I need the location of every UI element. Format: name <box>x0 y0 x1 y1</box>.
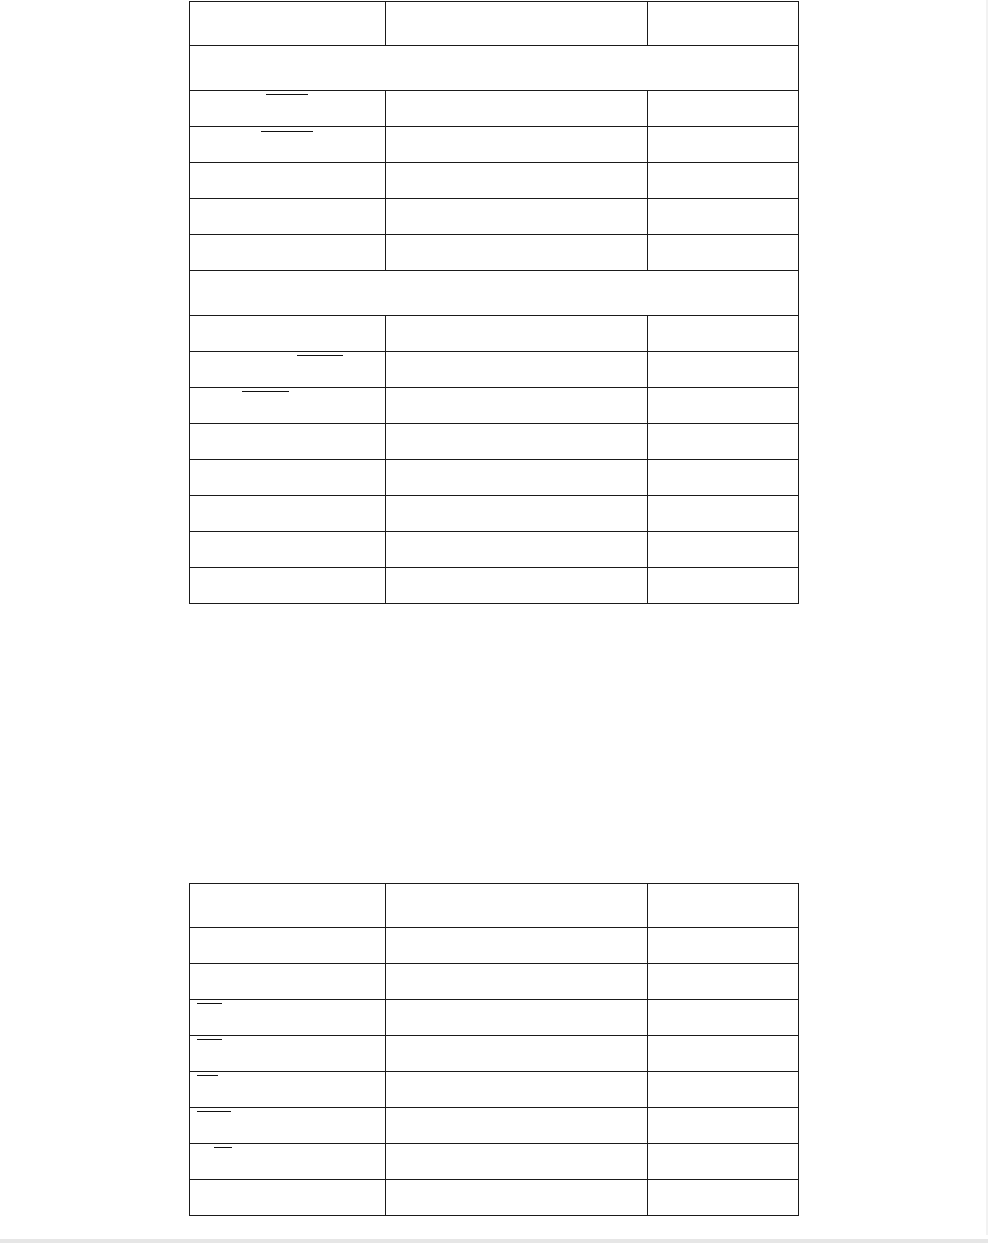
table-row <box>190 1000 799 1036</box>
table-row <box>190 928 799 964</box>
table-cell-0 <box>190 388 386 424</box>
table-cell-1 <box>386 928 648 964</box>
section-label-cell <box>190 46 799 91</box>
table-row <box>190 1144 799 1180</box>
table-cell-2 <box>648 127 799 163</box>
overline-mark <box>261 131 313 132</box>
table-cell-1 <box>386 1108 648 1144</box>
table-cell-2 <box>648 352 799 388</box>
table-cell-1 <box>386 1072 648 1108</box>
table-cell-0 <box>190 1072 386 1108</box>
header-cell-2 <box>648 2 799 46</box>
header-cell-0 <box>190 884 386 928</box>
table-cell-1 <box>386 163 648 199</box>
table-cell-0 <box>190 352 386 388</box>
table-row <box>190 964 799 1000</box>
table-row <box>190 532 799 568</box>
table-cell-0 <box>190 460 386 496</box>
table-cell-0 <box>190 316 386 352</box>
table-cell-0 <box>190 1108 386 1144</box>
overline-mark <box>197 1075 218 1076</box>
overline-mark <box>242 391 289 392</box>
table-cell-1 <box>386 1144 648 1180</box>
table-row <box>190 496 799 532</box>
table-cell-2 <box>648 388 799 424</box>
table-cell-1 <box>386 127 648 163</box>
table-row <box>190 424 799 460</box>
table-cell-2 <box>648 496 799 532</box>
table-cell-0 <box>190 91 386 127</box>
table-row <box>190 235 799 271</box>
table-cell-0 <box>190 127 386 163</box>
table-row <box>190 1180 799 1216</box>
table-cell-1 <box>386 352 648 388</box>
table-cell-0 <box>190 1036 386 1072</box>
table-row <box>190 1072 799 1108</box>
table-cell-2 <box>648 163 799 199</box>
data-table-2 <box>189 883 799 1216</box>
table-2-body <box>190 884 799 1216</box>
table-header-row <box>190 2 799 46</box>
table-cell-1 <box>386 1180 648 1216</box>
table-cell-1 <box>386 424 648 460</box>
table-cell-1 <box>386 568 648 604</box>
table-cell-2 <box>648 1000 799 1036</box>
table-cell-0 <box>190 964 386 1000</box>
table-cell-1 <box>386 1036 648 1072</box>
table-cell-2 <box>648 91 799 127</box>
table-row <box>190 388 799 424</box>
table-cell-0 <box>190 928 386 964</box>
table-cell-2 <box>648 1144 799 1180</box>
table-cell-1 <box>386 1000 648 1036</box>
table-cell-0 <box>190 163 386 199</box>
table-row <box>190 199 799 235</box>
table-cell-2 <box>648 316 799 352</box>
table-row <box>190 1108 799 1144</box>
table-cell-2 <box>648 568 799 604</box>
table-cell-2 <box>648 964 799 1000</box>
header-cell-1 <box>386 884 648 928</box>
table-cell-0 <box>190 1000 386 1036</box>
table-row <box>190 352 799 388</box>
table-cell-2 <box>648 1108 799 1144</box>
table-cell-0 <box>190 1180 386 1216</box>
table-cell-2 <box>648 1036 799 1072</box>
table-cell-1 <box>386 316 648 352</box>
table-cell-2 <box>648 1180 799 1216</box>
table-cell-1 <box>386 91 648 127</box>
table-cell-0 <box>190 496 386 532</box>
table-row <box>190 127 799 163</box>
table-cell-0 <box>190 199 386 235</box>
table-cell-0 <box>190 1144 386 1180</box>
overline-mark <box>214 1147 232 1148</box>
overline-mark <box>297 355 343 356</box>
overline-mark <box>197 1039 222 1040</box>
table-cell-0 <box>190 424 386 460</box>
table-cell-1 <box>386 532 648 568</box>
table-cell-2 <box>648 928 799 964</box>
table-cell-0 <box>190 235 386 271</box>
table-cell-2 <box>648 532 799 568</box>
table-section-row <box>190 271 799 316</box>
table-cell-1 <box>386 235 648 271</box>
table-row <box>190 316 799 352</box>
table-cell-0 <box>190 568 386 604</box>
table-cell-2 <box>648 199 799 235</box>
data-table-1 <box>189 1 799 604</box>
overline-mark <box>197 1111 231 1112</box>
overline-mark <box>197 1003 222 1004</box>
table-cell-1 <box>386 964 648 1000</box>
table-cell-1 <box>386 199 648 235</box>
table-row <box>190 1036 799 1072</box>
header-cell-1 <box>386 2 648 46</box>
table-row <box>190 460 799 496</box>
overline-mark <box>266 94 308 95</box>
header-cell-2 <box>648 884 799 928</box>
section-label-cell <box>190 271 799 316</box>
table-header-row <box>190 884 799 928</box>
table-row <box>190 163 799 199</box>
table-row <box>190 91 799 127</box>
table-section-row <box>190 46 799 91</box>
table-cell-2 <box>648 460 799 496</box>
table-cell-1 <box>386 388 648 424</box>
table-cell-0 <box>190 532 386 568</box>
table-cell-1 <box>386 460 648 496</box>
header-cell-0 <box>190 2 386 46</box>
table-cell-2 <box>648 235 799 271</box>
page-footer-bar <box>0 1239 988 1243</box>
table-cell-2 <box>648 424 799 460</box>
table-cell-1 <box>386 496 648 532</box>
table-cell-2 <box>648 1072 799 1108</box>
table-row <box>190 568 799 604</box>
table-1-body <box>190 2 799 604</box>
